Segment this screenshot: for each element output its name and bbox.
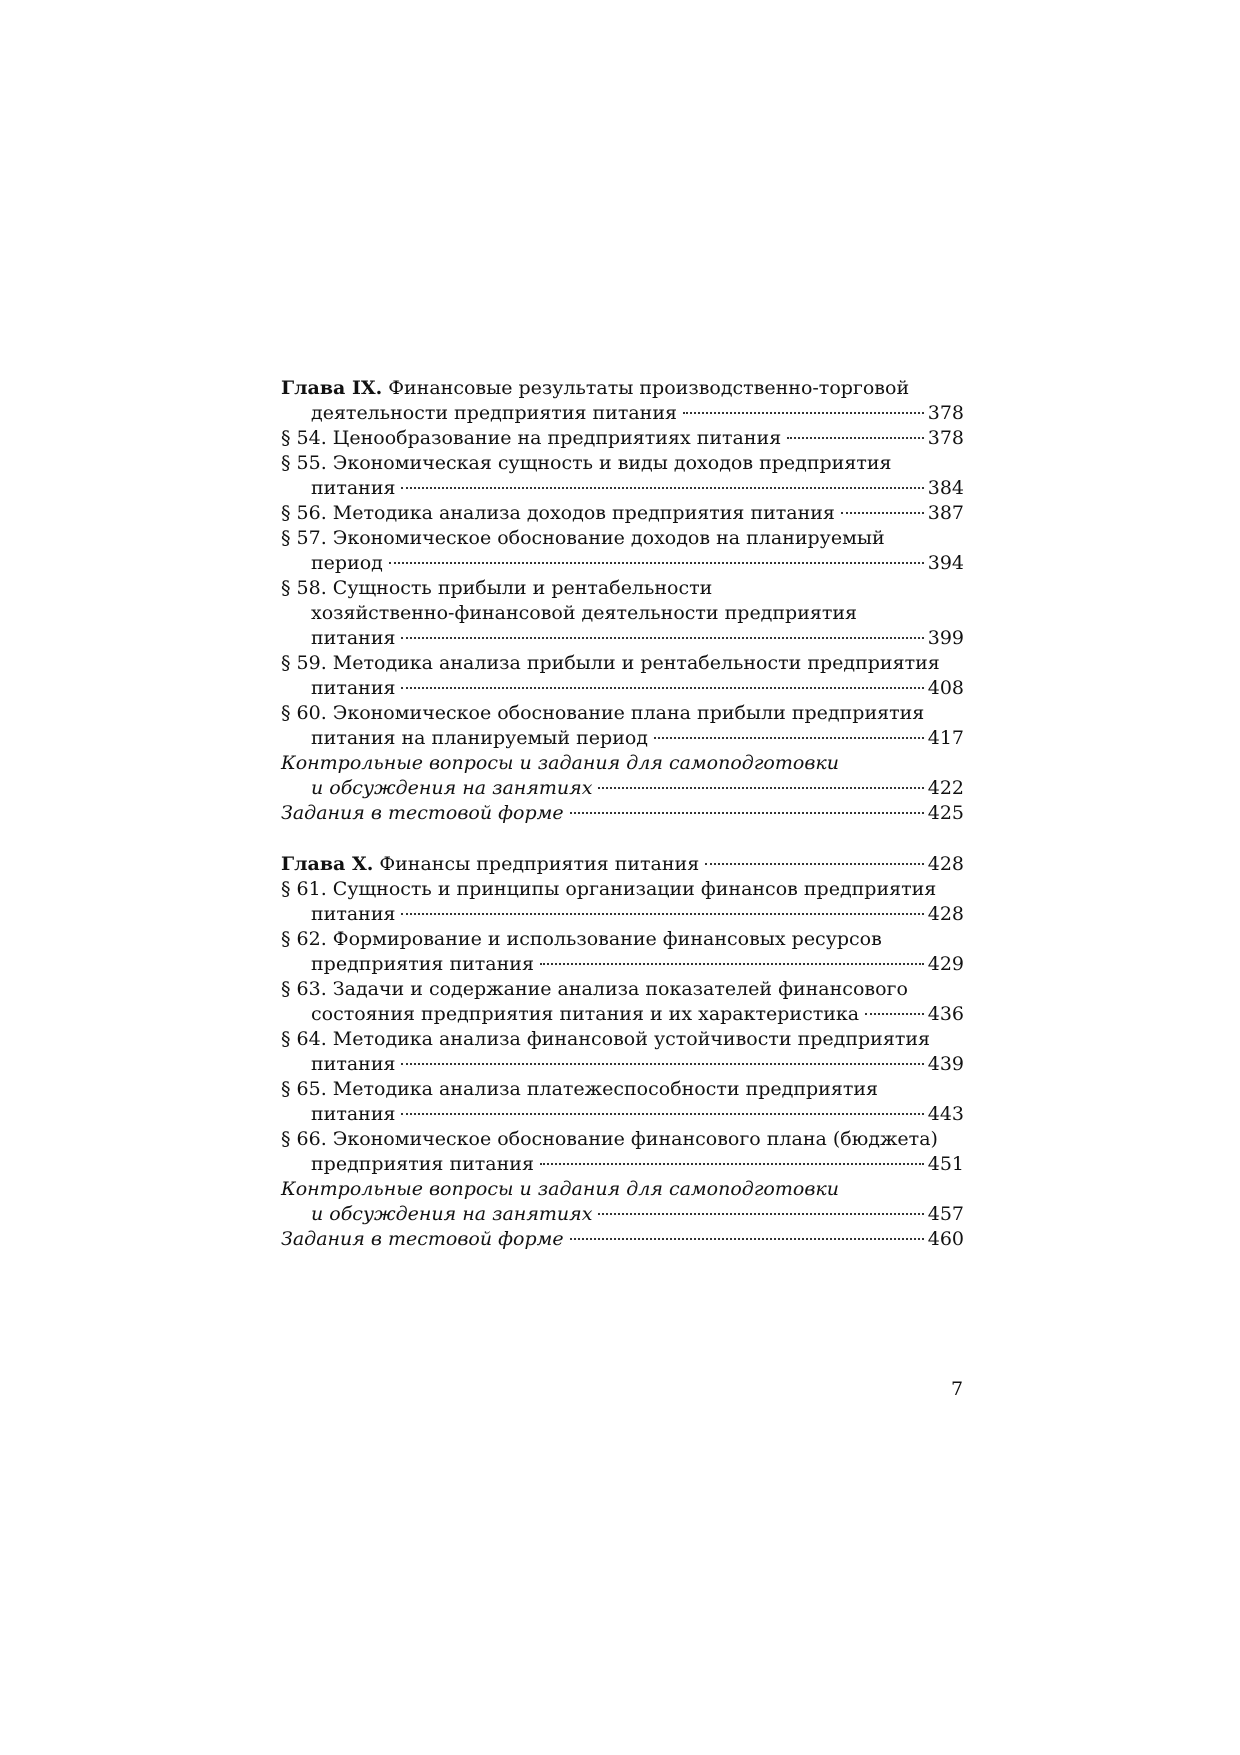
page-ref: 443 xyxy=(927,1103,964,1125)
toc-entry-61-cont[interactable] xyxy=(281,902,964,927)
toc-entry-60[interactable] xyxy=(281,701,964,726)
page-ref: 378 xyxy=(927,427,964,449)
toc-entry-58-cont2[interactable] xyxy=(281,626,964,651)
entry-title-cont: питания xyxy=(311,477,396,499)
toc-entry-61[interactable] xyxy=(281,877,964,902)
chapter-x xyxy=(281,852,964,1252)
dot-leader xyxy=(570,812,924,814)
entry-title-cont: период xyxy=(311,552,383,574)
dot-leader xyxy=(598,1213,923,1215)
chapter-heading[interactable] xyxy=(281,376,964,401)
chapter-heading-text xyxy=(281,852,699,877)
dot-leader xyxy=(401,1063,923,1065)
entry-title-cont: питания xyxy=(311,1103,396,1125)
toc-entry-58[interactable] xyxy=(281,576,964,601)
entry-title-cont: хозяйственно-финансовой деятельности предприятия xyxy=(311,602,858,624)
chapter-name-cont: деятельности предприятия питания xyxy=(311,402,677,424)
toc-entry-65[interactable] xyxy=(281,1077,964,1102)
page-ref: 387 xyxy=(927,502,964,524)
toc-entry-62-cont[interactable] xyxy=(281,952,964,977)
dot-leader xyxy=(401,913,923,915)
toc-entry-64[interactable] xyxy=(281,1027,964,1052)
entry-title: § 60. Экономическое обоснование плана прибыли предприятия xyxy=(281,702,925,724)
entry-title: § 64. Методика анализа финансовой устойчивости предприятия xyxy=(281,1028,930,1050)
entry-title-cont: и обсуждения на занятиях xyxy=(311,777,593,799)
toc-entry-55[interactable] xyxy=(281,451,964,476)
chapter-title: Глава X. xyxy=(281,853,374,875)
toc-entry-65-cont[interactable] xyxy=(281,1102,964,1127)
entry-title: § 54. Ценообразование на предприятиях питания xyxy=(281,427,782,449)
page-ref: 378 xyxy=(927,402,964,424)
page-ref: 425 xyxy=(927,802,964,824)
entry-title: § 58. Сущность прибыли и рентабельности xyxy=(281,577,713,599)
dot-leader xyxy=(598,787,923,789)
entry-title: § 57. Экономическое обоснование доходов на планируемый xyxy=(281,527,885,549)
chapter-heading-cont[interactable] xyxy=(281,401,964,426)
entry-title-cont: предприятия питания xyxy=(311,953,534,975)
entry-title: § 61. Сущность и принципы организации финансов предприятия xyxy=(281,878,937,900)
entry-title: § 56. Методика анализа доходов предприятия питания xyxy=(281,502,835,524)
entry-title-cont: предприятия питания xyxy=(311,1153,534,1175)
toc-entry-58-cont[interactable] xyxy=(281,601,964,626)
questions-entry[interactable] xyxy=(281,751,964,776)
toc-entry-66-cont[interactable] xyxy=(281,1152,964,1177)
entry-title-cont: питания xyxy=(311,903,396,925)
page-ref: 422 xyxy=(927,777,964,799)
tests-entry[interactable] xyxy=(281,801,964,826)
entry-title-cont: питания xyxy=(311,627,396,649)
chapter-name: Финансы предприятия питания xyxy=(379,853,700,875)
entry-title: Контрольные вопросы и задания для самоподготовки xyxy=(281,1178,839,1200)
toc-entry-63-cont[interactable] xyxy=(281,1002,964,1027)
entry-title: § 66. Экономическое обоснование финансового плана (бюджета) xyxy=(281,1128,938,1150)
entry-title: § 63. Задачи и содержание анализа показателей финансового xyxy=(281,978,908,1000)
page-ref: 457 xyxy=(927,1203,964,1225)
toc-entry-66[interactable] xyxy=(281,1127,964,1152)
chapter-title: Глава IX. xyxy=(281,377,383,399)
page-ref: 399 xyxy=(927,627,964,649)
toc-entry-63[interactable] xyxy=(281,977,964,1002)
toc-entry-59[interactable] xyxy=(281,651,964,676)
chapter-name: Финансовые результаты производственно-торговой xyxy=(388,377,910,399)
entry-title-cont: состояния предприятия питания и их характеристика xyxy=(311,1003,860,1025)
dot-leader xyxy=(540,1163,924,1165)
dot-leader xyxy=(401,637,923,639)
entry-title: § 62. Формирование и использование финансовых ресурсов xyxy=(281,928,882,950)
page-ref: 460 xyxy=(927,1228,964,1250)
page-ref: 394 xyxy=(927,552,964,574)
entry-title: § 55. Экономическая сущность и виды доходов предприятия xyxy=(281,452,892,474)
entry-title: § 65. Методика анализа платежеспособности предприятия xyxy=(281,1078,878,1100)
page-ref: 439 xyxy=(927,1053,964,1075)
dot-leader xyxy=(389,562,924,564)
page-number: 7 xyxy=(951,1378,964,1400)
dot-leader xyxy=(401,687,923,689)
page-ref: 384 xyxy=(927,477,964,499)
dot-leader xyxy=(570,1238,924,1240)
page-ref: 408 xyxy=(927,677,964,699)
page-ref: 428 xyxy=(927,853,964,875)
page-ref: 451 xyxy=(927,1153,964,1175)
dot-leader xyxy=(841,512,924,514)
toc-entry-59-cont[interactable] xyxy=(281,676,964,701)
toc-entry-57-cont[interactable] xyxy=(281,551,964,576)
tests-entry[interactable] xyxy=(281,1227,964,1252)
dot-leader xyxy=(401,1113,923,1115)
toc-entry-56[interactable] xyxy=(281,501,964,526)
entry-title: Контрольные вопросы и задания для самоподготовки xyxy=(281,752,839,774)
page-ref: 417 xyxy=(927,727,964,749)
entry-title: § 59. Методика анализа прибыли и рентабельности предприятия xyxy=(281,652,940,674)
questions-entry-cont[interactable] xyxy=(281,776,964,801)
toc-entry-60-cont[interactable] xyxy=(281,726,964,751)
entry-title: Задания в тестовой форме xyxy=(281,1228,564,1250)
table-of-contents xyxy=(281,376,964,1278)
entry-title-cont: питания xyxy=(311,1053,396,1075)
dot-leader xyxy=(540,963,924,965)
dot-leader xyxy=(865,1013,924,1015)
toc-entry-57[interactable] xyxy=(281,526,964,551)
toc-entry-62[interactable] xyxy=(281,927,964,952)
toc-entry-55-cont[interactable] xyxy=(281,476,964,501)
questions-entry[interactable] xyxy=(281,1177,964,1202)
entry-title-cont: питания на планируемый период xyxy=(311,727,648,749)
questions-entry-cont[interactable] xyxy=(281,1202,964,1227)
toc-entry-64-cont[interactable] xyxy=(281,1052,964,1077)
chapter-heading[interactable] xyxy=(281,852,964,877)
page-ref: 428 xyxy=(927,903,964,925)
page-ref: 436 xyxy=(927,1003,964,1025)
dot-leader xyxy=(683,412,924,414)
dot-leader xyxy=(401,487,923,489)
entry-title-cont: питания xyxy=(311,677,396,699)
dot-leader xyxy=(787,437,924,439)
page-ref: 429 xyxy=(927,953,964,975)
dot-leader xyxy=(654,737,924,739)
toc-entry-54[interactable] xyxy=(281,426,964,451)
entry-title-cont: и обсуждения на занятиях xyxy=(311,1203,593,1225)
entry-title: Задания в тестовой форме xyxy=(281,802,564,824)
chapter-ix xyxy=(281,376,964,826)
dot-leader xyxy=(705,863,924,865)
